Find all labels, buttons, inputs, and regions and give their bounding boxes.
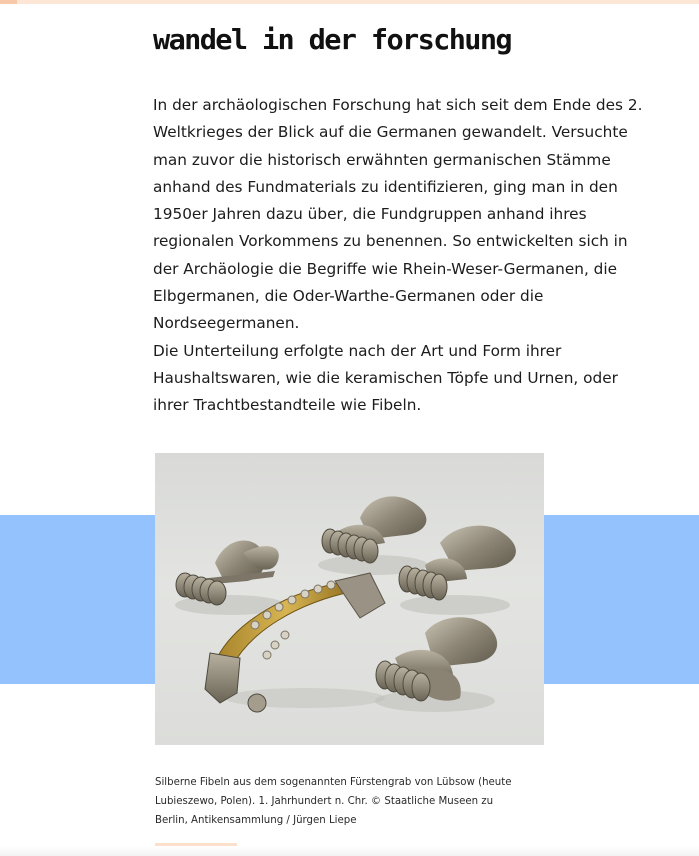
paragraph-2: Die Unterteilung erfolgte nach der Art und Form ihrer Haushaltswaren, wie die keramischen Töpfe und Urnen, oder ihrer Trachtbestandteile wie Fibeln.	[153, 341, 618, 415]
fibula-illustration	[155, 453, 544, 745]
reading-progress-fill	[0, 0, 17, 4]
reading-progress-bar	[0, 0, 699, 4]
fibula-photo	[155, 453, 544, 745]
article-body	[153, 92, 653, 420]
bottom-fade	[0, 846, 699, 856]
section-heading: wandel in der forschung	[153, 23, 511, 56]
figure-caption: Silberne Fibeln aus dem sogenannten Fürstengrab von Lübsow (heute Lubieszewo, Polen). 1. Jahrhundert n. Chr. © Staatliche Museen zu Berlin, Antikensammlung / Jürgen Liepe	[155, 777, 512, 826]
paragraph-1: In der archäologischen Forschung hat sich seit dem Ende des 2. Weltkrieges der Blick auf die Germanen gewandelt. Versuchte man zuvor die historisch erwähnten germanischen Stämme anhand des Fundmaterials zu identifizieren, ging man in den 1950er Jahren dazu über, die Fundgruppen anhand ihres regionalen Vorkommens zu benennen. So entwickelten sich in der Archäologie die Begriffe wie Rhein-Weser-Germanen, die Elbgermanen, die Oder-Warthe-Germanen oder die Nordseegermanen.	[153, 96, 643, 333]
